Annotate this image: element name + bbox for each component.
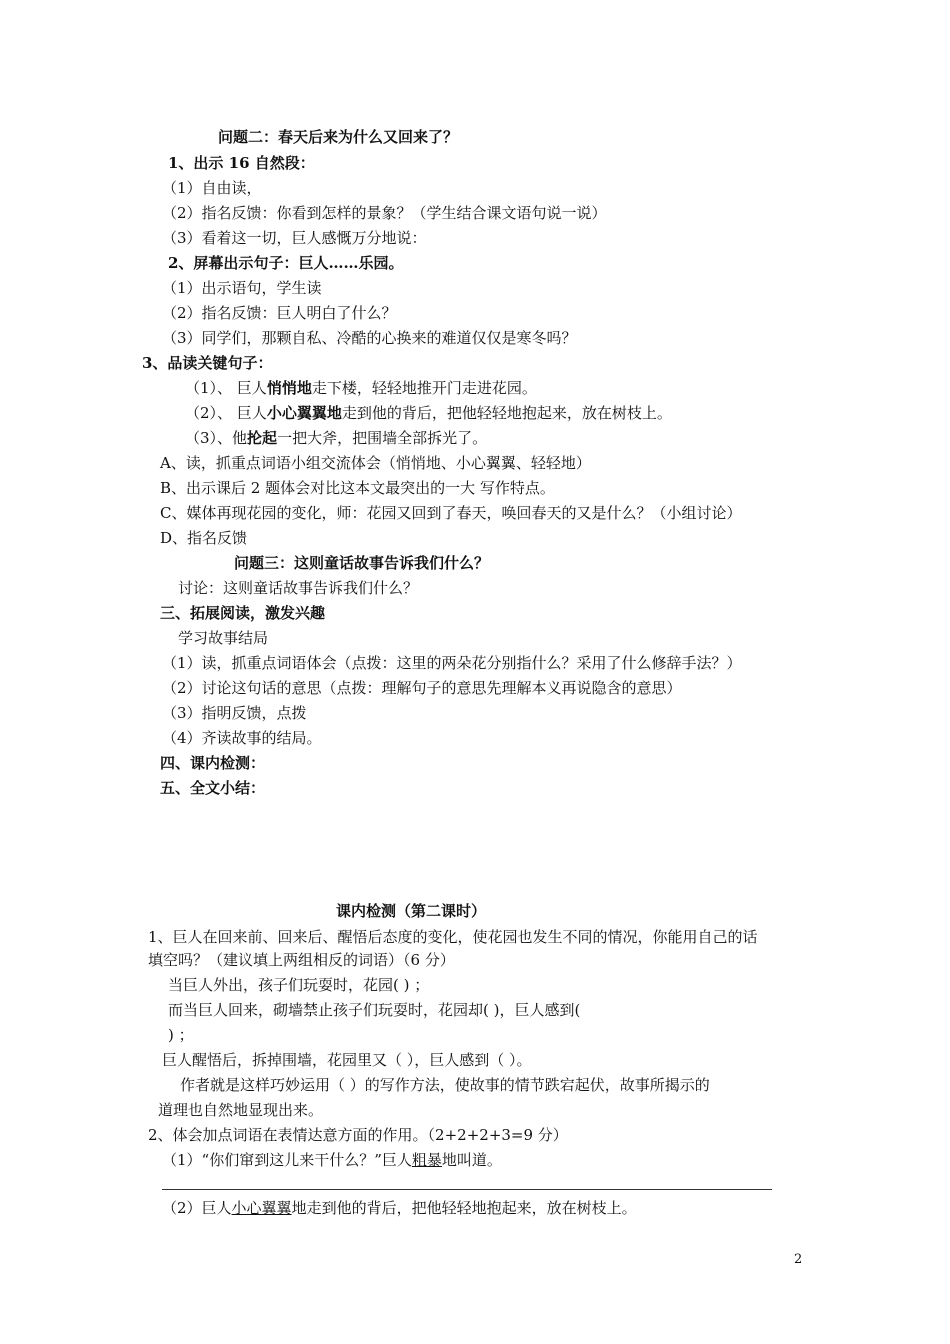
activity-b: B、出示课后 2 题体会对比这本文最突出的一大 写作特点。 [160, 479, 555, 497]
key-sentence-1-rest: 走下楼，轻轻地推开门走进花园。 [311, 379, 537, 397]
item-free-read: （1）自由读， [162, 179, 262, 197]
test-q1-line-reason: 道理也自然地显现出来。 [158, 1101, 324, 1119]
question-two-title: 问题二：春天后来为什么又回来了？ [218, 128, 459, 146]
test-q1-line1: 1、巨人在回来前、回来后、醒悟后态度的变化，使花园也发生不同的情况，你能用自己的话 [148, 928, 758, 946]
activity-d: D、指名反馈 [160, 529, 248, 547]
key-sentence-2 [185, 403, 672, 423]
test-q2-sentence-2-prefix: （2）巨人 [162, 1199, 232, 1217]
key-sentence-3 [185, 428, 487, 448]
key-sentence-3-rest: 一把大斧，把围墙全部拆光了。 [277, 429, 488, 447]
item-question-winter: （3）同学们，那颗自私、冷酷的心换来的难道仅仅是寒冬吗？ [162, 329, 577, 347]
test-q1-blank-2: 而当巨人回来，砌墙禁止孩子们玩耍时，花园却( )，巨人感到( [168, 1001, 581, 1019]
key-word-quietly: 悄悄地 [266, 379, 312, 397]
step-2: 2、屏幕出示句子：巨人……乐园。 [168, 254, 404, 272]
test-q1-blank-3: 巨人醒悟后，拆掉围墙，花园里又（ ），巨人感到（ ）。 [162, 1051, 532, 1069]
ending-item-1: （1）读，抓重点词语体会（点拨：这里的两朵花分别指什么？采用了什么修辞手法？） [162, 654, 742, 672]
section-five-heading: 五、全文小结： [160, 779, 266, 797]
activity-c: C、媒体再现花园的变化，师：花园又回到了春天，唤回春天的又是什么？（小组讨论） [160, 504, 742, 522]
test-q2-sentence-1 [162, 1150, 502, 1170]
activity-a: A、读，抓重点词语小组交流体会（悄悄地、小心翼翼、轻轻地） [160, 454, 591, 472]
ending-item-4: （4）齐读故事的结局。 [162, 729, 322, 747]
item-giant-says: （3）看着这一切，巨人感慨万分地说： [162, 229, 427, 247]
ending-item-2: （2）讨论这句话的意思（点拨：理解句子的意思先理解本义再说隐含的意思） [162, 679, 682, 697]
item-show-sentence: （1）出示语句，学生读 [162, 279, 322, 297]
key-sentence-1 [185, 378, 537, 398]
marked-word-rough: 粗暴 [411, 1151, 442, 1169]
test-q2-sentence-2-rest: 地走到他的背后，把他轻轻地抱起来，放在树枝上。 [291, 1199, 637, 1217]
question-three-title: 问题三：这则童话故事告诉我们什么？ [234, 554, 490, 572]
ending-item-3: （3）指明反馈，点拨 [162, 704, 307, 722]
section-four-heading: 四、课内检测： [160, 754, 266, 772]
key-word-swing: 抡起 [247, 429, 278, 447]
key-sentence-1-prefix: （1）、 巨人 [185, 379, 267, 397]
marked-word-carefully: 小心翼翼 [231, 1199, 292, 1217]
item-feedback-scene: （2）指名反馈：你看到怎样的景象？（学生结合课文语句说一说） [162, 204, 607, 222]
key-sentence-2-rest: 走到他的背后，把他轻轻地抱起来，放在树枝上。 [341, 404, 672, 422]
test-q1-blank-2-end: ) ； [168, 1026, 194, 1044]
key-sentence-3-prefix: （3）、他 [185, 429, 248, 447]
test-q1-blank-1: 当巨人外出，孩子们玩耍时，花园( ) ； [168, 976, 430, 994]
key-sentence-2-prefix: （2）、 巨人 [185, 404, 267, 422]
step-3: 3、品读关键句子： [142, 354, 273, 372]
section-three-heading: 三、拓展阅读，激发兴趣 [160, 604, 326, 622]
learn-ending: 学习故事结局 [178, 629, 269, 647]
page-number: 2 [794, 1252, 803, 1267]
answer-line [162, 1189, 772, 1190]
test-title: 课内检测（第二课时） [336, 902, 487, 920]
test-q2: 2、体会加点词语在表情达意方面的作用。（2+2+2+3=9 分） [148, 1126, 568, 1144]
test-q2-sentence-1-rest: 地叫道。 [441, 1151, 502, 1169]
test-q2-sentence-2 [162, 1198, 637, 1218]
item-feedback-understand: （2）指名反馈：巨人明白了什么？ [162, 304, 397, 322]
test-q1-line2: 填空吗？（建议填上两组相反的词语）（6 分） [148, 951, 455, 969]
key-word-carefully: 小心翼翼地 [266, 404, 342, 422]
test-q1-line-method: 作者就是这样巧妙运用（ ）的写作方法，使故事的情节跌宕起伏，故事所揭示的 [180, 1076, 710, 1094]
test-q2-sentence-1-prefix: （1）“你们窜到这儿来干什么？”巨人 [162, 1151, 412, 1169]
discussion: 讨论：这则童话故事告诉我们什么？ [178, 579, 419, 597]
step-1: 1、出示 16 自然段： [168, 154, 315, 172]
